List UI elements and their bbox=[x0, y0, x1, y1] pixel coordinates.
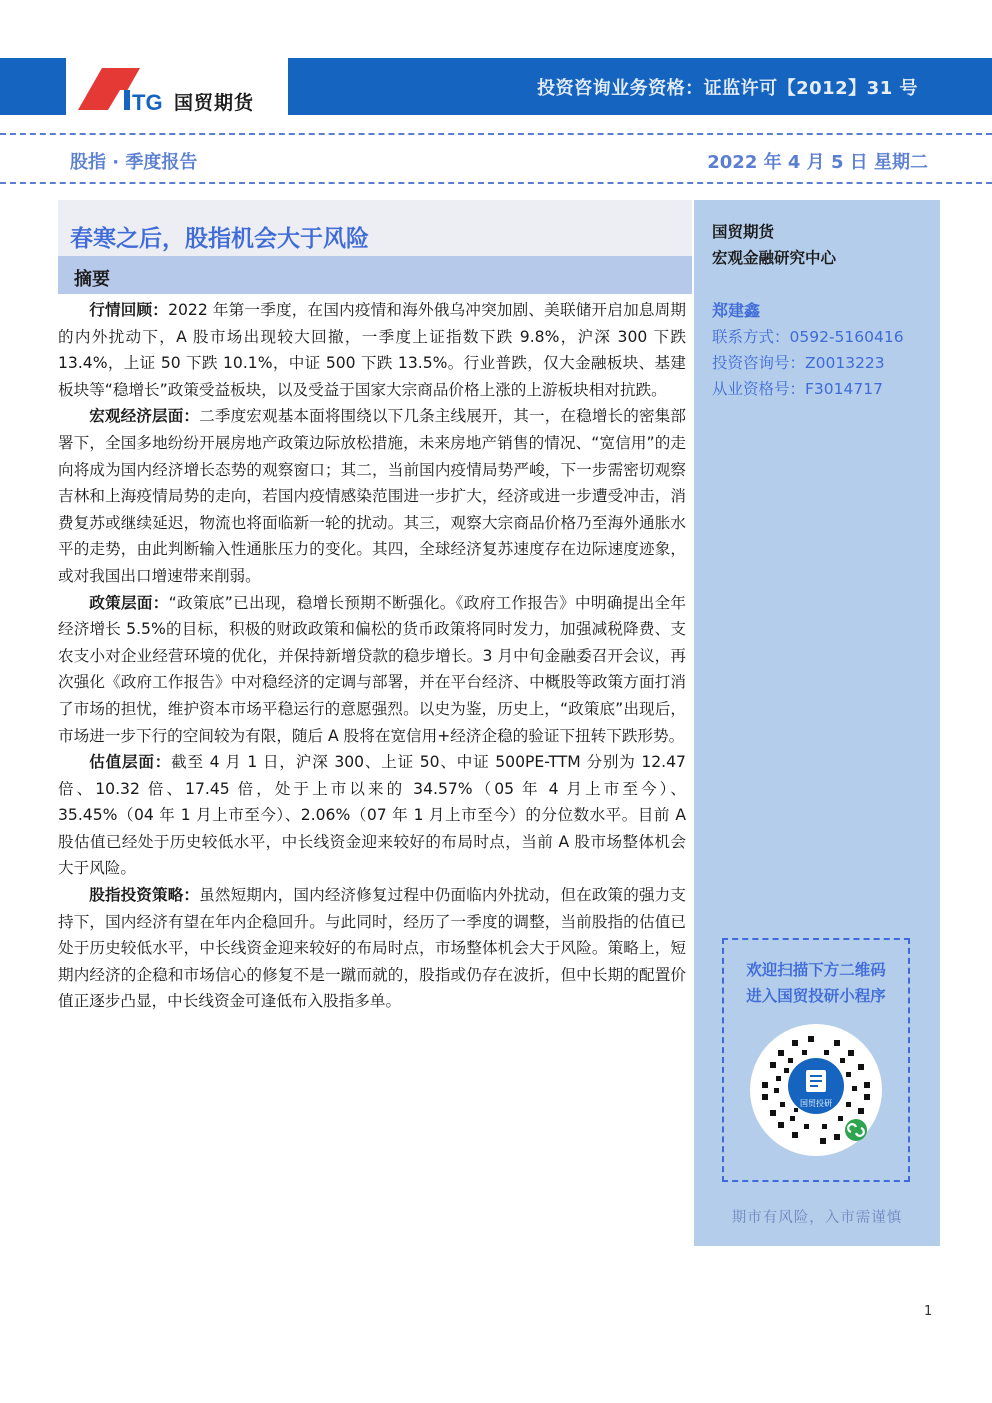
qr-caption-line2: 进入国贸投研小程序 bbox=[746, 987, 886, 1005]
paragraph-text: “政策底”已出现，稳增长预期不断强化。《政府工作报告》中明确提出全年经济增长 5.5%的目标，积极的财政政策和偏松的货币政策将同时发力，加强减税降费、支农支小对企业经营环境的优化，并保持新增贷款的稳步增长。3 月中旬金融委召开会议，再次强化《政府工作报告》中对稳经济的定调与部署，并在平台经济、中概股等政策方面打消了市场的担忧，维护资本市场平稳运行的意愿强烈。以史为鉴，历史上，“政策底”出现后，市场进一步下行的空间较为有限，随后 A 股将在宽信用+经济企稳的验证下扭转下跌形势。 bbox=[58, 593, 686, 745]
divider bbox=[0, 133, 992, 135]
paragraph-lead: 政策层面： bbox=[89, 593, 169, 612]
itg-logo-icon bbox=[78, 66, 174, 112]
paragraph-text: 二季度宏观基本面将围绕以下几条主线展开，其一，在稳增长的密集部署下，全国多地纷纷开展房地产政策边际放松措施，未来房地产销售的情况、“宽信用”的走向将成为国内经济增长态势的观察窗口；其二，当前国内疫情局势严峻，下一步需密切观察吉林和上海疫情局势的走向，若国内疫情感染范围进一步扩大，经济或进一步遭受冲击，消费复苏或继续延迟，物流也将面临新一轮的扰动。其三，观察大宗商品价格乃至海外通胀水平的走势，由此判断输入性通胀压力的变化。其四，全球经济复苏速度存在边际速度迹象，或对我国出口增速带来削弱。 bbox=[58, 407, 686, 585]
abstract-body bbox=[58, 297, 686, 1015]
paragraph-lead: 行情回顾： bbox=[89, 301, 169, 319]
page-number: 1 bbox=[924, 1304, 933, 1319]
paragraph-lead: 宏观经济层面： bbox=[89, 407, 200, 426]
report-date: 2022 年 4 月 5 日 星期二 bbox=[707, 152, 928, 173]
license-text: 投资咨询业务资格：证监许可【2012】31 号 bbox=[537, 78, 918, 99]
sidebar-department: 宏观金融研究中心 bbox=[712, 249, 837, 267]
divider bbox=[0, 182, 992, 184]
analyst-advisory-number: 投资咨询号：Z0013223 bbox=[712, 354, 885, 372]
paragraph-text: 虽然短期内，国内经济修复过程中仍面临内外扰动，但在政策的强力支持下，国内经济有望在年内企稳回升。与此同时，经历了一季度的调整，当前股指的估值已处于历史较低水平，中长线资金迎来较好的布局时点，市场整体机会大于风险。策略上，短期内经济的企稳和市场信心的修复不是一蹴而就的，股指或仍存在波折，但中长期的配置价值正逐步凸显，中长线资金可逢低布入股指多单。 bbox=[58, 886, 686, 1011]
analyst-qualification-number: 从业资格号：F3014717 bbox=[712, 380, 883, 398]
paragraph-text: 2022 年第一季度，在国内疫情和海外俄乌冲突加剧、美联储开启加息周期的内外扰动下，A 股市场出现较大回撤，一季度上证指数下跌 9.8%，沪深 300 下跌 13.4%，上证 50 下跌 10.1%，中证 500 下跌 13.5%。行业普跌，仅大金融板块、基建板块等“稳增长”政策受益板块，以及受益于国家大宗商品价格上涨的上游板块相对抗跌。 bbox=[58, 301, 686, 399]
logo-text: 国贸期货 bbox=[174, 92, 255, 114]
report-title: 春寒之后，股指机会大于风险 bbox=[70, 226, 369, 252]
abstract-label: 摘要 bbox=[74, 269, 110, 290]
paragraph-macro bbox=[58, 403, 686, 589]
abstract-header-bar bbox=[58, 256, 692, 294]
paragraph-market-review bbox=[58, 297, 686, 403]
paragraph-policy bbox=[58, 590, 686, 750]
mini-program-qr-code-icon[interactable] bbox=[748, 1022, 884, 1158]
report-type: 股指 · 季度报告 bbox=[70, 152, 198, 173]
paragraph-valuation bbox=[58, 749, 686, 882]
paragraph-lead: 估值层面： bbox=[89, 753, 172, 772]
risk-disclaimer: 期市有风险，入市需谨慎 bbox=[731, 1210, 903, 1226]
analyst-contact: 联系方式：0592-5160416 bbox=[712, 328, 904, 346]
svg-text:TG: TG bbox=[132, 90, 163, 112]
paragraph-lead: 股指投资策略： bbox=[89, 886, 200, 905]
qr-center-label: 国贸投研 bbox=[800, 1099, 832, 1108]
qr-caption-line1: 欢迎扫描下方二维码 bbox=[746, 961, 886, 979]
paragraph-strategy bbox=[58, 882, 686, 1015]
analyst-name: 郑建鑫 bbox=[712, 301, 761, 320]
paragraph-text: 截至 4 月 1 日，沪深 300、上证 50、中证 500PE-TTM 分别为 12.47 倍、10.32 倍、17.45 倍，处于上市以来的 34.57%（05 年 4 月上市至今）、35.45%（04 年 1 月上市至今）、2.06%（07 年 1 月上市至今）的分位数水平。目前 A 股估值已经处于历史较低水平，中长线资金迎来较好的布局时点，当前 A 股市场整体机会大于风险。 bbox=[58, 753, 686, 878]
sidebar-company: 国贸期货 bbox=[712, 223, 775, 241]
